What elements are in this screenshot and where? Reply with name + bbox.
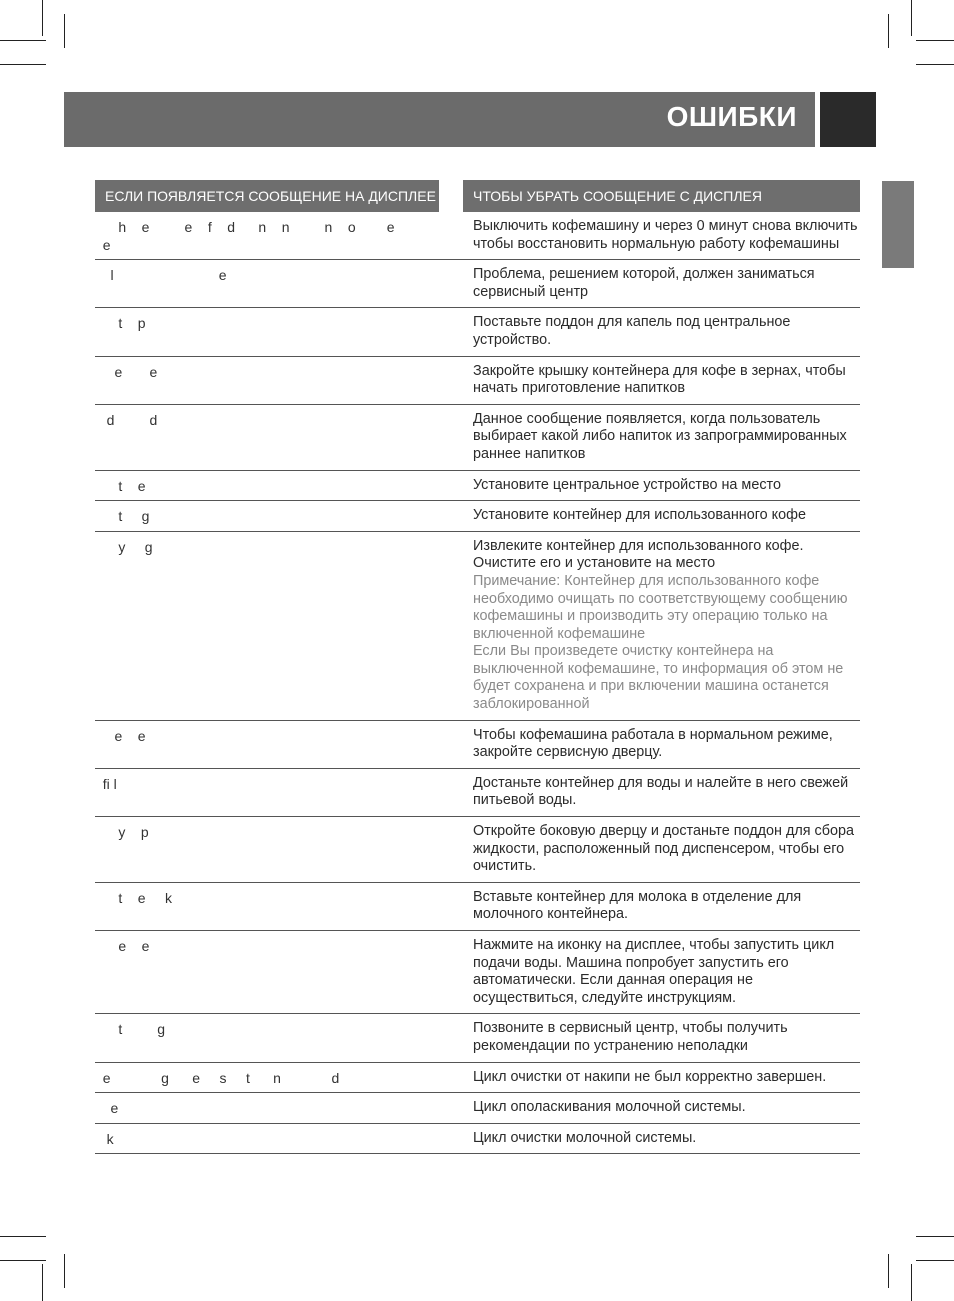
errors-table <box>95 212 860 1154</box>
crop-mark <box>64 1254 65 1288</box>
error-message-cell: k <box>95 1130 114 1147</box>
solution-text: Данное сообщение появляется, когда пользователь выбирает какой либо напиток из запрограммированных раннее напитков <box>473 410 847 462</box>
solution-cell <box>473 1014 860 1061</box>
side-section-tab <box>882 181 914 268</box>
error-message-cell: d d <box>95 411 158 428</box>
table-row <box>95 308 860 356</box>
error-message-cell: t e <box>95 477 146 494</box>
crop-mark <box>916 1260 954 1261</box>
table-row <box>95 1093 860 1124</box>
solution-text: Позвоните в сервисный центр, чтобы получить рекомендации по устранению неполадки <box>473 1020 788 1054</box>
crop-mark <box>888 1254 889 1288</box>
error-message-cell: t p <box>95 315 146 332</box>
table-row <box>95 817 860 883</box>
solution-text: Поставьте поддон для капель под центральное устройство. <box>473 314 791 348</box>
solution-text: Выключить кофемашину и через 0 минут снова включить чтобы восстановить нормальную работу кофемашины <box>473 218 858 252</box>
crop-mark <box>0 1260 46 1261</box>
solution-cell <box>473 1093 860 1123</box>
solution-cell <box>473 1063 860 1093</box>
crop-mark <box>0 1236 46 1237</box>
crop-mark <box>911 1264 912 1301</box>
solution-cell <box>473 769 860 816</box>
solution-cell <box>473 931 860 1013</box>
solution-cell <box>473 260 860 307</box>
solution-text: Проблема, решением которой, должен заниматься сервисный центр <box>473 266 815 300</box>
table-row <box>95 532 860 721</box>
error-message-cell: t g <box>95 1021 166 1038</box>
crop-mark <box>916 1236 954 1237</box>
solution-cell <box>473 357 860 404</box>
table-row <box>95 883 860 931</box>
solution-text: Цикл очистки молочной системы. <box>473 1129 697 1146</box>
table-row <box>95 1063 860 1094</box>
section-header-bar <box>64 92 815 147</box>
solution-cell <box>473 532 860 720</box>
crop-mark <box>911 0 912 36</box>
solution-text: Достаньте контейнер для воды и налейте в него свежей питьевой воды. <box>473 774 849 809</box>
solution-text: Цикл очистки от накипи не был корректно завершен. <box>473 1068 827 1085</box>
error-message-cell: e g e s t n d <box>95 1069 340 1086</box>
solution-text: Нажмите на иконку на дисплее, чтобы запустить цикл подачи воды. Машина попробует запустить его автоматически. Если данная операция не осуществиться, следуйте инструкциям. <box>473 937 835 1006</box>
solution-cell <box>473 1124 860 1154</box>
error-message-cell: e <box>95 1100 119 1117</box>
crop-mark <box>64 14 65 48</box>
solution-text: Извлеките контейнер для использованного кофе. Очистите его и установите на место <box>473 537 804 572</box>
table-row <box>95 931 860 1014</box>
error-message-cell: t g <box>95 508 150 525</box>
table-row <box>95 1014 860 1062</box>
solution-cell <box>473 212 860 259</box>
error-message-cell: h e e f d n n n o e e <box>102 219 395 253</box>
table-row <box>95 721 860 769</box>
solution-cell <box>473 501 860 531</box>
solution-cell <box>473 721 860 768</box>
table-row <box>95 1124 860 1155</box>
crop-mark <box>888 14 889 48</box>
table-row <box>95 501 860 532</box>
solution-text: Закройте крышку контейнера для кофе в зернах, чтобы начать приготовление напитков <box>473 362 846 397</box>
solution-text: Цикл ополаскивания молочной системы. <box>473 1099 746 1116</box>
error-message-cell: e e <box>95 727 146 744</box>
error-message-cell: y p <box>95 824 149 841</box>
solution-text: Установите центральное устройство на место <box>473 476 781 493</box>
solution-cell <box>473 308 860 355</box>
solution-text: Чтобы кофемашина работала в нормальном режиме, закройте сервисную дверцу. <box>473 726 833 761</box>
error-message-cell: t e k <box>95 889 173 906</box>
header-accent-block <box>820 92 876 147</box>
column-header-message: ЕСЛИ ПОЯВЛЯЕТСЯ СООБЩЕНИЕ НА ДИСПЛЕЕ <box>95 180 439 212</box>
crop-mark <box>916 64 954 65</box>
table-row <box>95 357 860 405</box>
crop-mark <box>0 64 46 65</box>
error-message-cell: y g <box>95 538 153 555</box>
error-message-cell: e e <box>95 363 158 380</box>
solution-text: Установите контейнер для использованного кофе <box>473 507 806 524</box>
table-row <box>95 769 860 817</box>
error-message-cell: l e <box>95 267 227 284</box>
table-row <box>95 260 860 308</box>
solution-note: Примечание: Контейнер для использованного кофе необходимо очищать по соответствующему сообщению кофемашины и производить эту операцию только на включенной кофемашине Если Вы произведете очистку контейнера на выключенной кофемашине, то информация об этом не будет сохранена и при включении машина останется заблокированной <box>473 572 848 713</box>
table-row <box>95 212 860 260</box>
page-title: ОШИБКИ <box>666 101 797 132</box>
solution-cell <box>473 471 860 501</box>
error-message-cell: fi l <box>95 775 117 792</box>
crop-mark <box>42 1264 43 1301</box>
solution-cell <box>473 883 860 930</box>
crop-mark <box>42 0 43 36</box>
table-row <box>95 405 860 471</box>
solution-cell <box>473 817 860 882</box>
solution-text: Вставьте контейнер для молока в отделение для молочного контейнера. <box>473 888 802 923</box>
solution-text: Откройте боковую дверцу и достаньте поддон для сбора жидкости, расположенный под диспенсером, чтобы его очистить. <box>473 823 854 875</box>
crop-mark <box>916 40 954 41</box>
table-row <box>95 471 860 502</box>
solution-cell <box>473 405 860 470</box>
column-header-solution: ЧТОБЫ УБРАТЬ СООБЩЕНИЕ С ДИСПЛЕЯ <box>463 180 860 212</box>
crop-mark <box>0 40 46 41</box>
error-message-cell: e e <box>95 938 150 954</box>
